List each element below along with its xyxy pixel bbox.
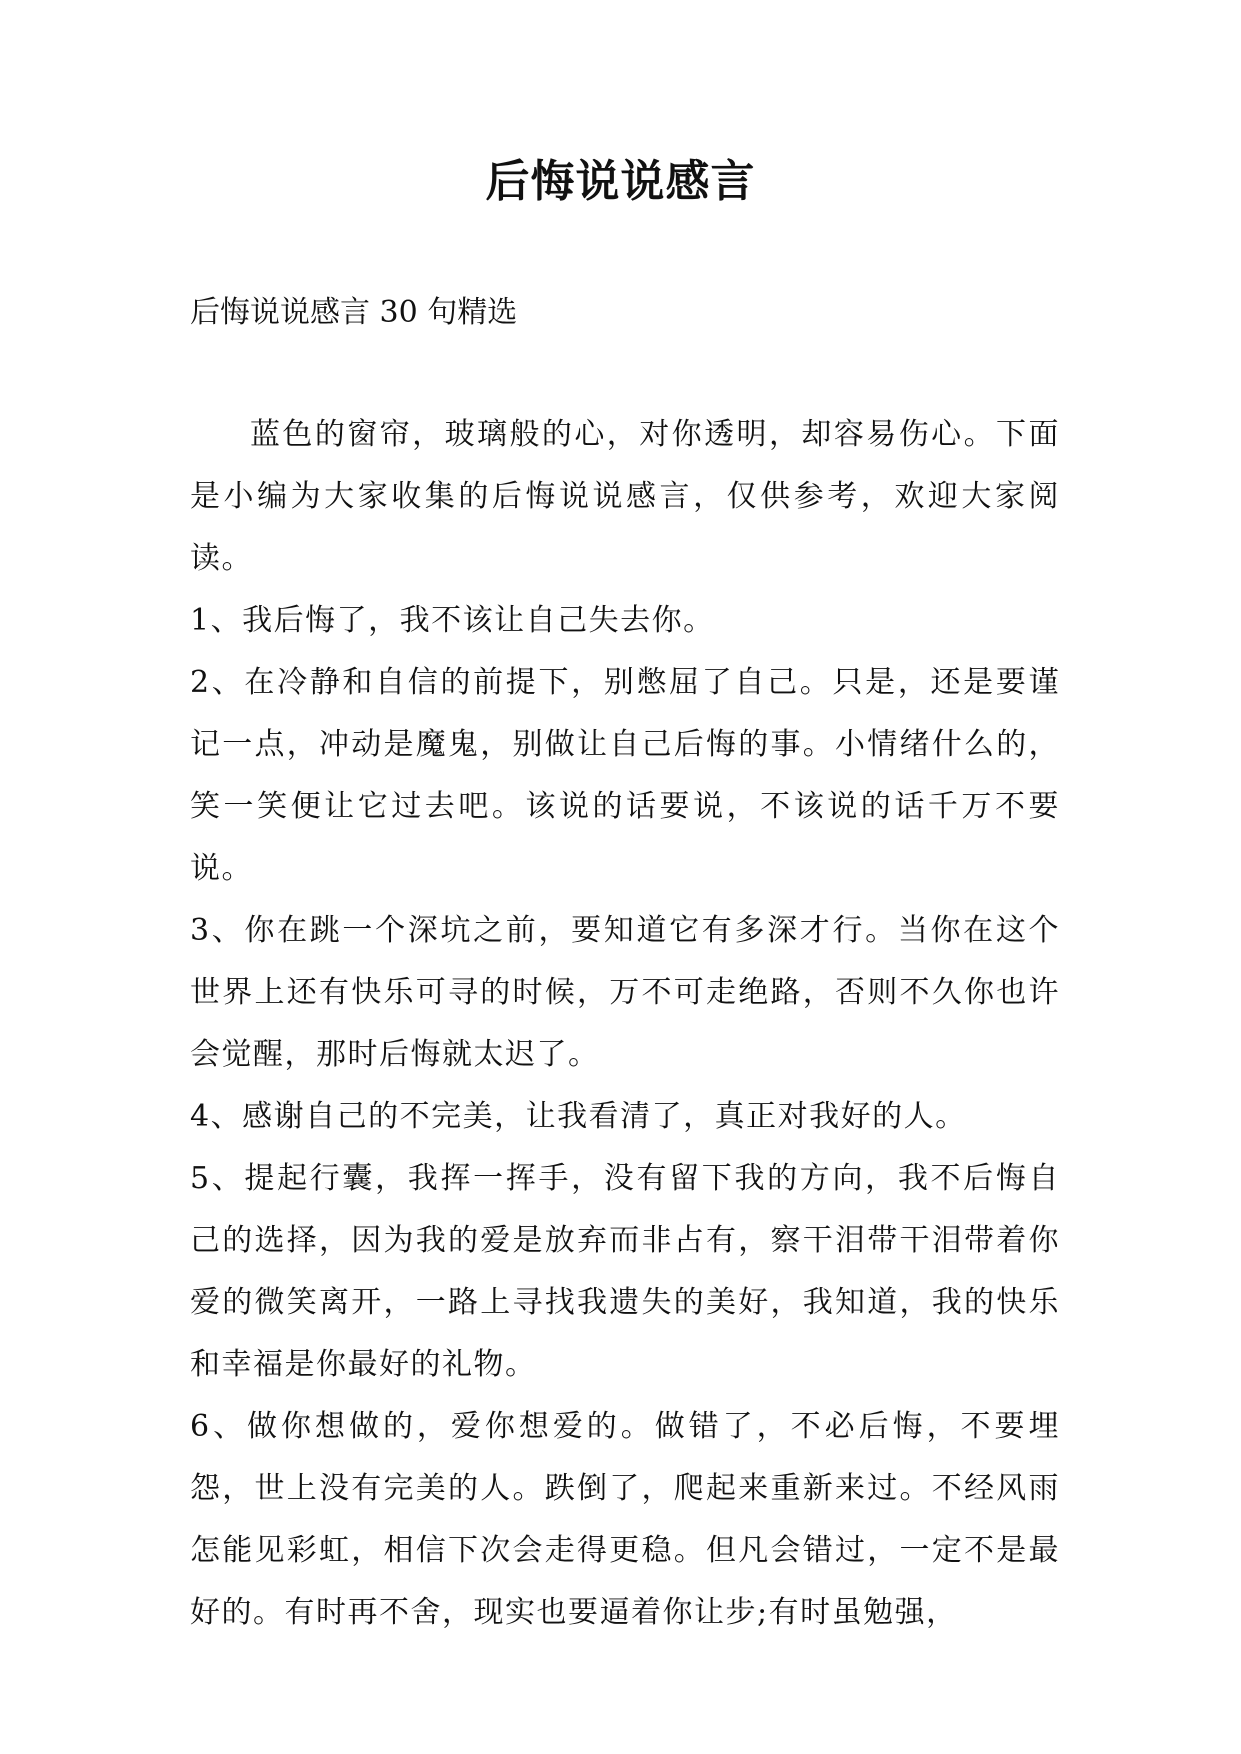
- list-item: 1、我后悔了，我不该让自己失去你。: [190, 603, 715, 638]
- document-subtitle: 后悔说说感言 30 句精选: [190, 295, 518, 330]
- document-body: [190, 404, 1060, 1644]
- list-item: 2、在冷静和自信的前提下，别憋屈了自己。只是，还是要谨记一点，冲动是魔鬼，别做让自己后悔的事。小情绪什么的，笑一笑便让它过去吧。该说的话要说，不该说的话千万不要说。: [190, 665, 1060, 886]
- list-item: 3、你在跳一个深坑之前，要知道它有多深才行。当你在这个世界上还有快乐可寻的时候，万不可走绝路，否则不久你也许会觉醒，那时后悔就太迟了。: [190, 913, 1060, 1072]
- document-title: 后悔说说感言: [485, 156, 756, 207]
- list-item: 6、做你想做的，爱你想爱的。做错了，不必后悔，不要埋怨，世上没有完美的人。跌倒了，爬起来重新来过。不经风雨怎能见彩虹，相信下次会走得更稳。但凡会错过，一定不是最好的。有时再不舍，现实也要逼着你让步;有时虽勉强，: [190, 1409, 1060, 1630]
- intro-paragraph: 蓝色的窗帘，玻璃般的心，对你透明，却容易伤心。下面是小编为大家收集的后悔说说感言，仅供参考，欢迎大家阅读。: [190, 417, 1060, 576]
- list-item: 4、感谢自己的不完美，让我看清了，真正对我好的人。: [190, 1099, 967, 1134]
- list-item: 5、提起行囊，我挥一挥手，没有留下我的方向，我不后悔自己的选择，因为我的爱是放弃而非占有，察干泪带干泪带着你爱的微笑离开，一路上寻找我遗失的美好，我知道，我的快乐和幸福是你最好的礼物。: [190, 1161, 1060, 1382]
